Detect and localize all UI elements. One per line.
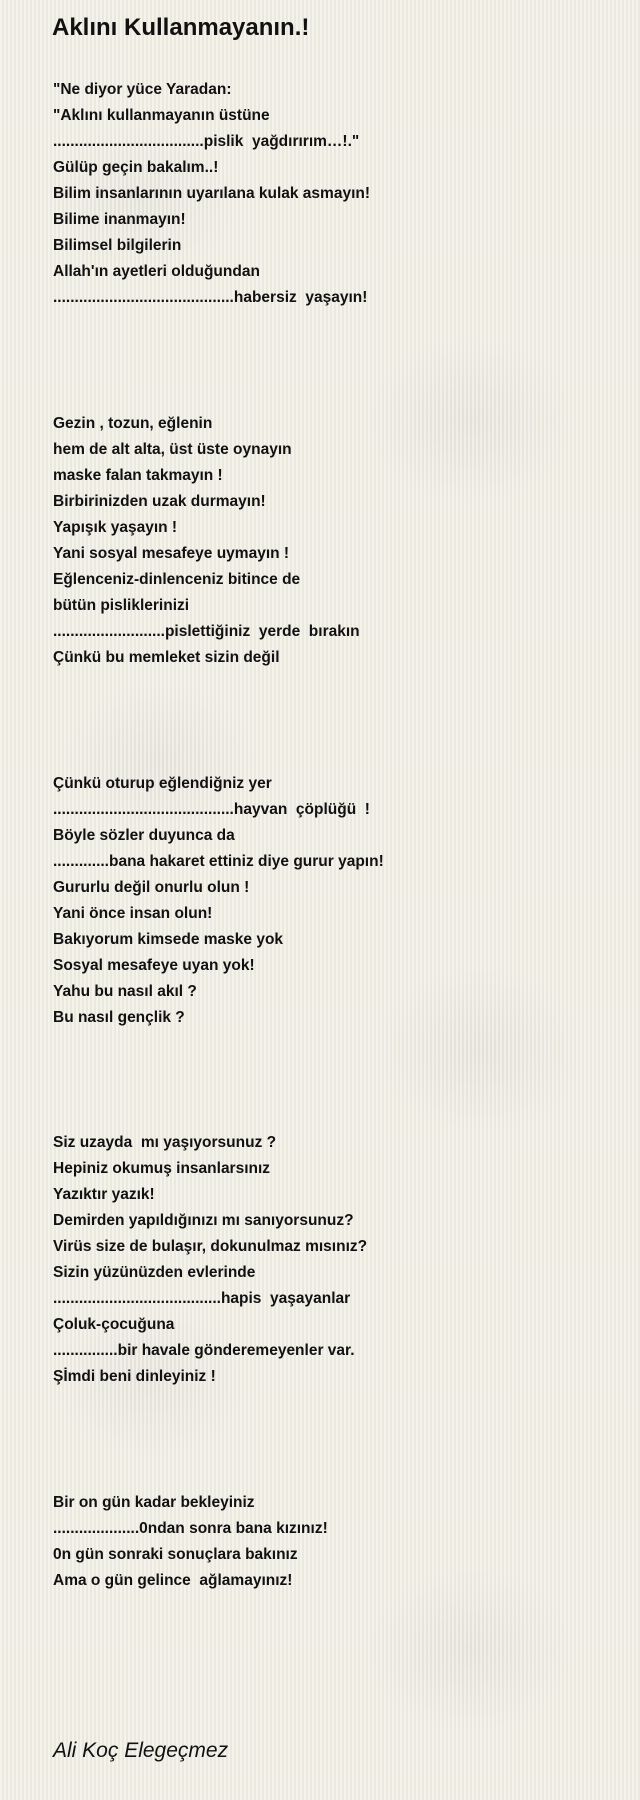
poem-line: Yapışık yaşayın ! — [53, 519, 178, 536]
poem-line: Şİmdi beni dinleyiniz ! — [53, 1368, 216, 1385]
poem-line: Sosyal mesafeye uyan yok! — [53, 957, 255, 974]
stanza-4 — [53, 1130, 367, 1390]
poem-author[interactable]: Ali Koç Elegeçmez — [53, 1739, 229, 1762]
poem-line: Ama o gün gelince ağlamayınız! — [53, 1572, 293, 1589]
poem-line: Allah'ın ayetleri olduğundan — [53, 263, 260, 280]
poem-line: Yani önce insan olun! — [53, 905, 213, 922]
poem-line: Demirden yapıldığınızı mı sanıyorsunuz? — [53, 1212, 354, 1229]
poem-line: ..........................................hayvan çöplüğü ! — [53, 801, 370, 818]
poem-line: ..........................pislettiğiniz yerde bırakın — [53, 623, 360, 640]
poem-line: ..........................................habersiz yaşayın! — [53, 289, 368, 306]
poem-line: "Aklını kullanmayanın üstüne — [53, 107, 270, 124]
poem-line: Gezin , tozun, eğlenin — [53, 415, 213, 432]
stanza-2 — [53, 411, 360, 671]
poem-line: Yazıktır yazık! — [53, 1186, 155, 1203]
poem-line: Çünkü bu memleket sizin değil — [53, 649, 280, 666]
poem-line: hem de alt alta, üst üste oynayın — [53, 441, 292, 458]
poem-line: Bilime inanmayın! — [53, 211, 186, 228]
stanza-1 — [53, 77, 370, 311]
poem-line: maske falan takmayın ! — [53, 467, 223, 484]
poem-line: .............bana hakaret ettiniz diye gurur yapın! — [53, 853, 384, 870]
poem-line: "Ne diyor yüce Yaradan: — [53, 81, 232, 98]
poem-line: Bir on gün kadar bekleyiniz — [53, 1494, 255, 1511]
poem-title: Aklını Kullanmayanın.! — [52, 14, 310, 41]
poem-line: Birbirinizden uzak durmayın! — [53, 493, 266, 510]
poem-line: 0n gün sonraki sonuçlara bakınız — [53, 1546, 298, 1563]
poem-line: .......................................hapis yaşayanlar — [53, 1290, 351, 1307]
poem-line: Çoluk-çocuğuna — [53, 1316, 175, 1333]
poem-line: Gururlu değil onurlu olun ! — [53, 879, 250, 896]
poem-line: Çünkü oturup eğlendiğniz yer — [53, 775, 272, 792]
poem-line: Bilimsel bilgilerin — [53, 237, 182, 254]
poem-line: Hepiniz okumuş insanlarsınız — [53, 1160, 271, 1177]
poem-line: Eğlenceniz-dinlenceniz bitince de — [53, 571, 301, 588]
poem-line: ...................................pislik yağdırırım…!." — [53, 133, 360, 150]
poem-line: ....................0ndan sonra bana kızınız! — [53, 1520, 328, 1537]
poem-line: Gülüp geçin bakalım..! — [53, 159, 219, 176]
poem-line: Virüs size de bulaşır, dokunulmaz mısınız? — [53, 1238, 368, 1255]
poem-line: Sizin yüzünüzden evlerinde — [53, 1264, 256, 1281]
poem-line: Bilim insanlarının uyarılana kulak asmayın! — [53, 185, 371, 202]
stanza-5 — [53, 1490, 328, 1594]
stanza-3 — [53, 771, 384, 1031]
poem-line: Yani sosyal mesafeye uymayın ! — [53, 545, 290, 562]
poem-line: Siz uzayda mı yaşıyorsunuz ? — [53, 1134, 277, 1151]
poem-line: ...............bir havale gönderemeyenler var. — [53, 1342, 355, 1359]
poem-line: Bu nasıl gençlik ? — [53, 1009, 185, 1026]
poem-line: Böyle sözler duyunca da — [53, 827, 235, 844]
poem-line: Yahu bu nasıl akıl ? — [53, 983, 197, 1000]
poem-line: Bakıyorum kimsede maske yok — [53, 931, 284, 948]
poem-line: bütün pisliklerinizi — [53, 597, 190, 614]
